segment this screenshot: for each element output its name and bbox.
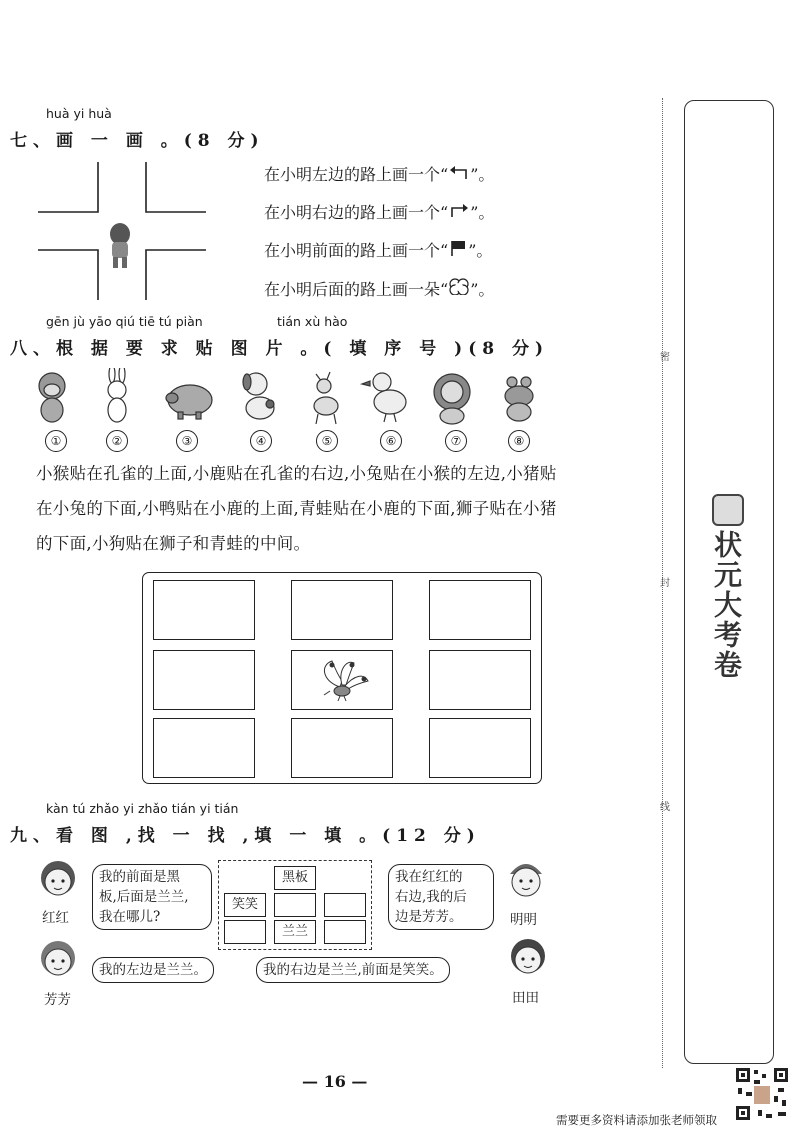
tiantian-avatar — [508, 936, 548, 982]
section8-title: 八、根 据 要 求 贴 图 片 。( 填 序 号 )(8 分) — [10, 339, 550, 359]
paragraph-line-3: 的下面,小狗贴在狮子和青蛙的中间。 — [36, 534, 311, 553]
grid-cell-3-3[interactable] — [429, 718, 531, 778]
instruction-right: 在小明右边的路上画一个“ ”。 — [264, 203, 495, 222]
deer-picture — [314, 372, 338, 424]
pig-picture — [166, 385, 212, 419]
seal-label-xian: 线 — [660, 802, 670, 813]
frog-picture — [505, 377, 533, 421]
grid-cell-1-3[interactable] — [429, 580, 531, 640]
grid-cell-2-3[interactable] — [429, 650, 531, 710]
brand-logo: 状元大考卷 — [710, 530, 743, 680]
section8-paragraph — [36, 456, 646, 561]
mingming-avatar — [506, 856, 546, 902]
instruction-back: 在小明后面的路上画一朵“ ”。 — [264, 277, 494, 300]
xiaoming-figure — [104, 222, 136, 270]
seat-xiaoxiao: 笑笑 — [224, 893, 266, 917]
seat-lanlan: 兰兰 — [274, 920, 316, 944]
duck-picture — [362, 373, 406, 422]
peacock-picture — [292, 651, 392, 709]
seal-label-mi: 密 — [660, 352, 670, 363]
mingming-name: 明明 — [510, 912, 537, 928]
fangfang-speech-bubble: 我的左边是兰兰。 — [92, 957, 214, 983]
dog-picture — [243, 373, 274, 419]
left-turn-arrow-icon — [448, 166, 470, 180]
paragraph-line-2: 在小兔的下面,小鸭贴在小鹿的上面,青蛙贴在小鹿的下面,狮子贴在小猪 — [36, 499, 557, 518]
mingming-speech-bubble: 我在红红的 右边,我的后 边是芳芳。 — [388, 864, 494, 930]
grid-cell-2-1[interactable] — [153, 650, 255, 710]
animal-pictures-row — [30, 368, 550, 426]
tiantian-name: 田田 — [512, 990, 539, 1006]
rabbit-picture — [108, 368, 126, 422]
grid-cell-3-1[interactable] — [153, 718, 255, 778]
seat-empty-3[interactable] — [224, 920, 266, 944]
animal-number-2: ② — [106, 430, 128, 452]
section9-pinyin: kàn tú zhǎo yi zhǎo tián yi tián — [46, 801, 239, 816]
flower-icon — [448, 277, 470, 295]
grid-cell-3-2[interactable] — [291, 718, 393, 778]
section8-pinyin-tianxuhao: tián xù hào — [277, 314, 348, 329]
honghong-name: 红红 — [42, 910, 69, 926]
animal-number-5: ⑤ — [316, 430, 338, 452]
brand-logo-badge — [712, 494, 744, 526]
footer-note: 需要更多资料请添加张老师领取 — [556, 1113, 717, 1127]
section7-title: 七、画 一 画 。(8 分) — [10, 131, 265, 151]
section7-pinyin: huà yi huà — [46, 106, 112, 121]
animal-number-7: ⑦ — [445, 430, 467, 452]
section9-title: 九、看 图 ,找 一 找 ,填 一 填 。(12 分) — [10, 826, 481, 846]
fangfang-avatar — [38, 938, 78, 982]
honghong-avatar — [38, 858, 78, 902]
fangfang-name: 芳芳 — [44, 992, 71, 1008]
monkey-picture — [39, 373, 65, 422]
right-turn-arrow-icon — [448, 204, 470, 218]
lion-picture — [434, 374, 470, 424]
seat-empty-1[interactable] — [274, 893, 316, 917]
honghong-speech-bubble: 我的前面是黑 板,后面是兰兰, 我在哪儿? — [92, 864, 212, 930]
grid-cell-1-1[interactable] — [153, 580, 255, 640]
flag-icon — [448, 240, 468, 256]
instruction-front: 在小明前面的路上画一个“ ”。 — [264, 241, 493, 260]
tiantian-speech-bubble: 我的右边是兰兰,前面是笑笑。 — [256, 957, 450, 983]
grid-cell-2-2-peacock — [291, 650, 393, 710]
paragraph-line-1: 小猴贴在孔雀的上面,小鹿贴在孔雀的右边,小兔贴在小猴的左边,小猪贴 — [36, 464, 557, 483]
blackboard: 黑板 — [274, 866, 316, 890]
section8-pinyin: gēn jù yāo qiú tiē tú piàn — [46, 314, 203, 329]
qr-code — [734, 1066, 790, 1122]
page-number: — 16 — — [302, 1072, 368, 1091]
animal-number-1: ① — [45, 430, 67, 452]
animal-number-6: ⑥ — [380, 430, 402, 452]
instruction-left: 在小明左边的路上画一个“ ”。 — [264, 165, 495, 184]
seat-empty-4[interactable] — [324, 920, 366, 944]
animal-number-3: ③ — [176, 430, 198, 452]
animal-number-4: ④ — [250, 430, 272, 452]
animal-number-8: ⑧ — [508, 430, 530, 452]
seat-empty-2[interactable] — [324, 893, 366, 917]
seal-label-feng: 封 — [660, 578, 670, 589]
grid-cell-1-2[interactable] — [291, 580, 393, 640]
